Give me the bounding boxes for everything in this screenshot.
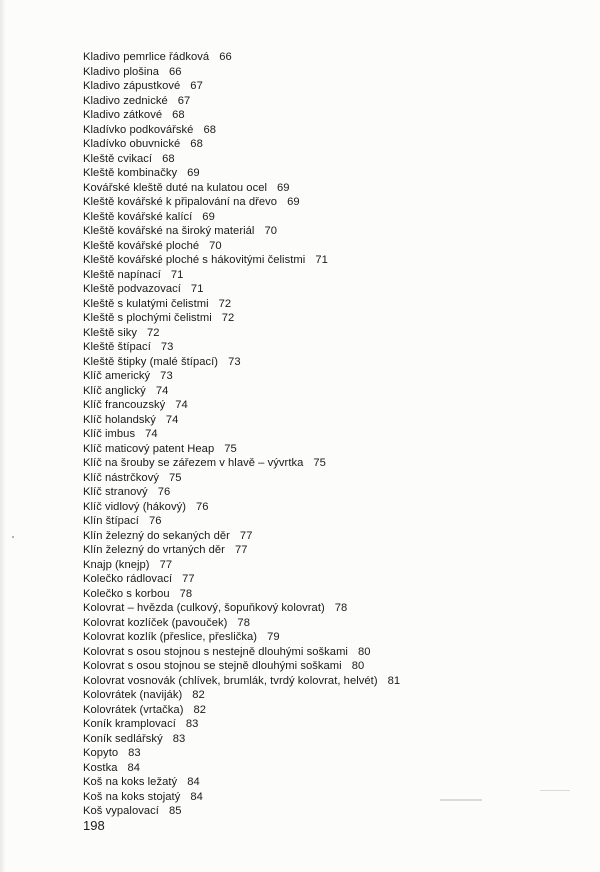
index-entry [83,558,400,573]
index-entry [83,804,400,819]
index-entry [83,50,400,65]
index-term: Kolovrat – hvězda (culkový, šopuňkový kolovrat) [83,602,325,614]
index-term: Kovářské kleště duté na kulatou ocel [83,181,268,194]
index-term: Klíč francouzský [83,399,166,411]
index-entry [83,688,400,703]
index-page-number: 84 [190,790,203,803]
page-edge-shadow [0,0,6,872]
index-entry [83,195,400,210]
index-term: Klín štípací [83,515,139,527]
index-entry [83,427,400,442]
index-entry [83,775,400,790]
index-term: Klíč na šrouby se zářezem v hlavě – vývrtka [83,457,304,469]
index-term: Kolovrat s osou stojnou se stejně dlouhými soškami [83,660,342,672]
index-entry [83,152,400,167]
index-term: Koš vypalovací [83,805,159,817]
index-term: Koník sedlářský [83,732,163,745]
index-page-number: 80 [357,645,371,658]
index-term: Kolovrátek (vrtačka) [83,703,184,716]
index-page-number: 71 [190,283,204,295]
index-term: Klíč vidlový (hákový) [83,500,187,513]
index-term: Koník kramplovací [83,718,176,730]
index-page-number: 83 [172,732,186,745]
index-entry [83,413,400,428]
index-page-number: 78 [237,616,250,629]
index-page-number: 79 [267,631,280,643]
index-entry [83,224,400,239]
index-page-number: 71 [315,254,328,266]
index-entry [83,732,400,747]
index-entry [83,717,400,732]
index-page-number: 82 [193,703,207,716]
index-page-number: 77 [239,529,253,542]
index-entry [83,572,400,587]
index-page-number: 74 [155,384,169,397]
index-entry [83,268,400,283]
index-page-number: 83 [185,718,199,730]
index-term: Kleště kovářské kalící [83,210,193,223]
index-term: Kladivo pemrlice řádková [83,51,210,63]
index-page-number: 77 [234,544,248,556]
index-page-number: 74 [145,428,158,440]
index-term: Klíč americký [83,370,151,382]
index-entry [83,94,400,109]
index-page-number: 68 [203,123,216,136]
page-number: 198 [83,818,105,833]
index-page-number: 82 [192,689,205,701]
index-term: Kleště štipky (malé štípací) [83,355,219,368]
index-term: Klín železný do sekaných děr [83,529,230,542]
index-page-number: 70 [264,225,277,237]
index-page-number: 76 [148,515,162,527]
index-term: Klíč nástrčkový [83,471,159,484]
index-term: Klíč stranový [83,486,148,498]
index-entry [83,442,400,457]
index-page-number: 69 [202,210,215,223]
index-term: Klín železný do vrtaných děr [83,544,225,556]
index-page-number: 77 [159,558,173,571]
index-entry [83,282,400,297]
index-page-number: 68 [172,109,185,121]
index-entry [83,790,400,805]
index-term: Kolovrat kozlíček (pavouček) [83,616,228,629]
index-page-number: 73 [160,370,173,382]
index-term: Klíč anglický [83,384,146,397]
index-page-number: 73 [160,341,174,353]
index-page-number: 76 [157,486,171,498]
index-term: Kleště kovářské k připalování na dřevo [83,196,278,208]
index-page-number: 80 [351,660,365,672]
index-page-number: 72 [147,326,160,339]
index-term: Kladivo zápustkové [83,80,181,92]
index-page-number: 76 [196,500,209,513]
index-term: Knajp (knejp) [83,558,150,571]
index-entry [83,630,400,645]
index-term: Kolovrat s osou stojnou s nestejně dlouhými soškami [83,645,348,658]
index-entry [83,659,400,674]
index-page-number: 69 [287,196,300,208]
index-page-number: 72 [221,312,235,324]
index-term: Kostka [83,761,118,774]
index-term: Klíč holandský [83,413,156,426]
index-page-number: 69 [277,181,290,194]
index-entry [83,369,400,384]
index-page-number: 78 [179,587,193,600]
index-page-number: 73 [228,355,241,368]
index-term: Koš na koks stojatý [83,790,181,803]
index-term: Kleště s kulatými čelistmi [83,297,209,310]
index-term: Kladivo plošina [83,65,160,78]
index-page-number: 72 [218,297,232,310]
index-entry [83,297,400,312]
index-term: Kleště s plochými čelistmi [83,312,212,324]
index-entry [83,746,400,761]
index-term: Kleště napínací [83,268,161,281]
index-page-number: 75 [224,442,237,455]
index-page-number: 85 [168,805,182,817]
index-entry [83,326,400,341]
index-term: Kleště kombinačky [83,167,178,179]
index-page-number: 67 [190,80,203,92]
index-entry [83,137,400,152]
index-entry [83,645,400,660]
index-entry [83,674,400,689]
index-page-number: 84 [127,761,141,774]
index-term: Kolovrátek (naviják) [83,689,183,701]
index-entry [83,500,400,515]
index-term: Klíč maticový patent Heap [83,442,215,455]
index-page-number: 81 [387,674,401,687]
index-entry [83,529,400,544]
index-page-number: 66 [219,51,232,63]
index-term: Kolečko s korbou [83,587,170,600]
index-page-number: 77 [182,573,195,585]
index-page-number: 75 [168,471,182,484]
index-entry [83,166,400,181]
index-page-number: 70 [209,239,222,252]
index-page-number: 67 [177,94,191,107]
index-entry [83,108,400,123]
index-entry [83,239,400,254]
index-term: Kladívko podkovářské [83,123,194,136]
index-page-number: 68 [190,138,203,150]
index-term: Kolečko rádlovací [83,573,173,585]
index-term: Kleště siky [83,326,138,339]
index-term: Kleště podvazovací [83,283,181,295]
index-term: Kleště kovářské ploché s hákovitými čelistmi [83,254,306,266]
index-term: Kleště kovářské na široký materiál [83,225,255,237]
index-term: Kleště kovářské ploché [83,239,200,252]
index-term: Kleště štípací [83,341,151,353]
index-entry [83,210,400,225]
index-term: Koš na koks ležatý [83,776,178,788]
index-term: Kladívko obuvnické [83,138,181,150]
index-page-number: 84 [187,776,200,788]
paper-speck [12,536,14,538]
index-page-number: 71 [170,268,184,281]
index-page-number: 74 [175,399,188,411]
index-term: Klíč imbus [83,428,136,440]
pencil-mark [440,799,482,801]
index-entry [83,311,400,326]
index-page-number: 69 [187,167,200,179]
index-entry [83,703,400,718]
index-entry [83,587,400,602]
index-page-number: 75 [313,457,326,469]
index-term: Kopyto [83,747,119,759]
index-list [83,50,400,819]
index-page-number: 78 [334,602,348,614]
index-entry [83,79,400,94]
index-entry [83,340,400,355]
pencil-mark [540,790,570,791]
index-entry [83,181,400,196]
index-entry [83,253,400,268]
index-page-number: 66 [169,65,182,78]
index-term: Kolovrat kozlík (přeslice, přeslička) [83,631,258,643]
index-entry [83,616,400,631]
index-term: Kleště cvikací [83,152,153,165]
index-entry [83,65,400,80]
index-entry [83,601,400,616]
index-entry [83,543,400,558]
index-term: Kladivo zednické [83,94,168,107]
index-entry [83,456,400,471]
index-entry [83,355,400,370]
index-page-number: 83 [128,747,141,759]
index-entry [83,384,400,399]
index-entry [83,761,400,776]
index-entry [83,485,400,500]
index-entry [83,123,400,138]
index-page-number: 68 [162,152,175,165]
index-term: Kolovrat vosnovák (chlívek, brumlák, tvrdý kolovrat, helvét) [83,674,378,687]
index-term: Kladivo zátkové [83,109,163,121]
index-entry [83,471,400,486]
index-entry [83,398,400,413]
index-page-number: 74 [165,413,179,426]
index-entry [83,514,400,529]
